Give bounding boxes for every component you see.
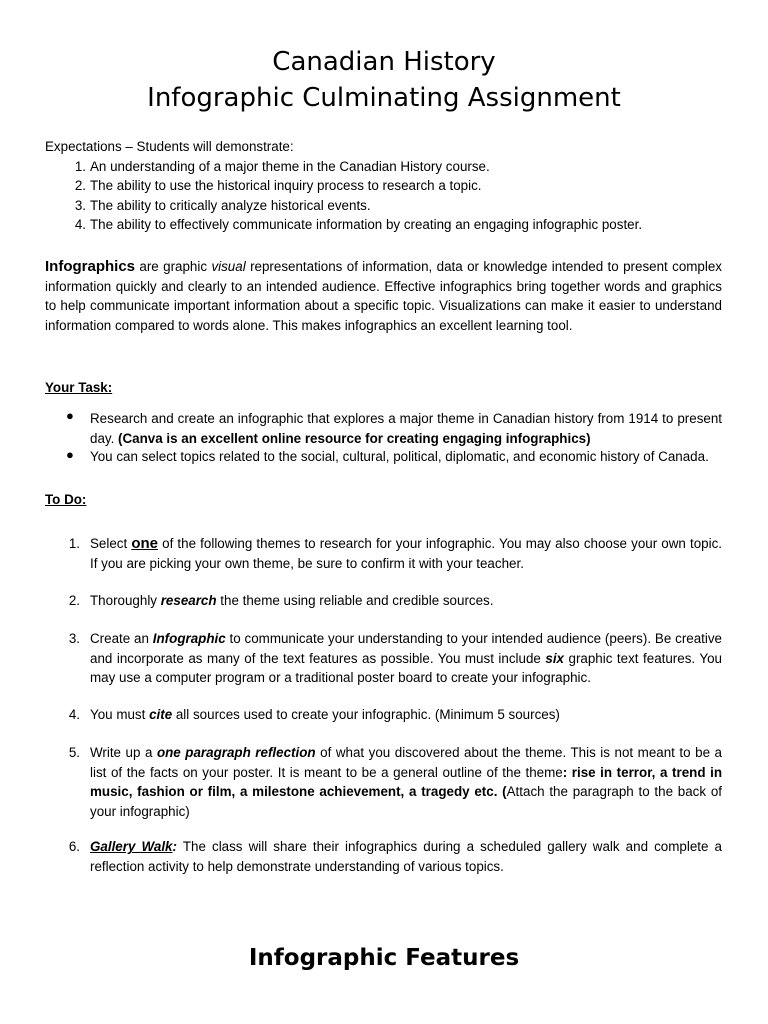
infographic-features-heading: Infographic Features bbox=[248, 945, 520, 971]
todo-number: 4. bbox=[68, 707, 80, 722]
todo-item-1: Select one of the following themes to research for your infographic. You may also choose your own topic. If you are picking your own theme, be sure to confirm it with your teacher. bbox=[90, 535, 722, 571]
list-item: 4. The ability to effectively communicate information by creating an engaging infographic poster. bbox=[74, 217, 643, 233]
task-bullet-1: Research and create an infographic that explores a major theme in Canadian history from 1914 to present day. (Canva is an excellent online resource for creating engaging infographics) bbox=[90, 411, 722, 446]
expectations-section bbox=[45, 137, 722, 235]
your-task-heading: Your Task: bbox=[45, 380, 113, 395]
todo-number: 3. bbox=[68, 631, 80, 646]
bullet-icon: ● bbox=[66, 447, 74, 462]
todo-item-5: Write up a one paragraph reflection of what you discovered about the theme. This is not meant to be a list of the facts on your poster. It is meant to be a general outline of the theme: rise in terror, a trend in music, fashion or film, a milestone achievement, a tragedy etc. (Attach the paragraph to the back of your infographic) bbox=[90, 745, 723, 819]
expectations-list bbox=[45, 157, 722, 235]
todo-item-6: Gallery Walk: The class will share their infographics during a scheduled gallery walk and complete a reflection activity to help demonstrate understanding of various topics. bbox=[90, 839, 722, 874]
todo-number: 6. bbox=[68, 839, 80, 854]
bullet-icon: ● bbox=[66, 408, 74, 423]
infographics-paragraph: Infographics are graphic visual representations of information, data or knowledge intended to present complex information quickly and clearly to an intended audience. Effective infographics bring together words and graphics to help communicate important information about a specific topic. Visualizations can make it easier to understand information compared to words alone. This makes infographics an excellent learning tool. bbox=[45, 258, 722, 333]
list-item: 1. An understanding of a major theme in the Canadian History course. bbox=[74, 158, 490, 174]
todo-item-3: Create an Infographic to communicate your understanding to your intended audience (peers). Be creative and incorporate as many of the text features as possible. You must include six graphic text features. You may use a computer program or a traditional poster board to create your infographic. bbox=[90, 631, 723, 686]
list-item: 2. The ability to use the historical inquiry process to research a topic. bbox=[74, 178, 482, 194]
page-title bbox=[0, 44, 768, 116]
expectations-intro: Expectations – Students will demonstrate: bbox=[45, 139, 294, 154]
todo-item-4: You must cite all sources used to create your infographic. (Minimum 5 sources) bbox=[90, 707, 560, 722]
todo-item-2: Thoroughly research the theme using reliable and credible sources. bbox=[90, 593, 494, 608]
title-line-1: Canadian History bbox=[272, 47, 496, 77]
title-line-2: Infographic Culminating Assignment bbox=[147, 83, 621, 113]
todo-number: 2. bbox=[68, 593, 80, 608]
todo-heading: To Do: bbox=[45, 492, 87, 507]
todo-number: 5. bbox=[68, 745, 80, 760]
list-item: 3. The ability to critically analyze historical events. bbox=[74, 197, 371, 213]
task-bullet-2: You can select topics related to the social, cultural, political, diplomatic, and economic history of Canada. bbox=[90, 449, 709, 464]
todo-number: 1. bbox=[68, 536, 80, 551]
